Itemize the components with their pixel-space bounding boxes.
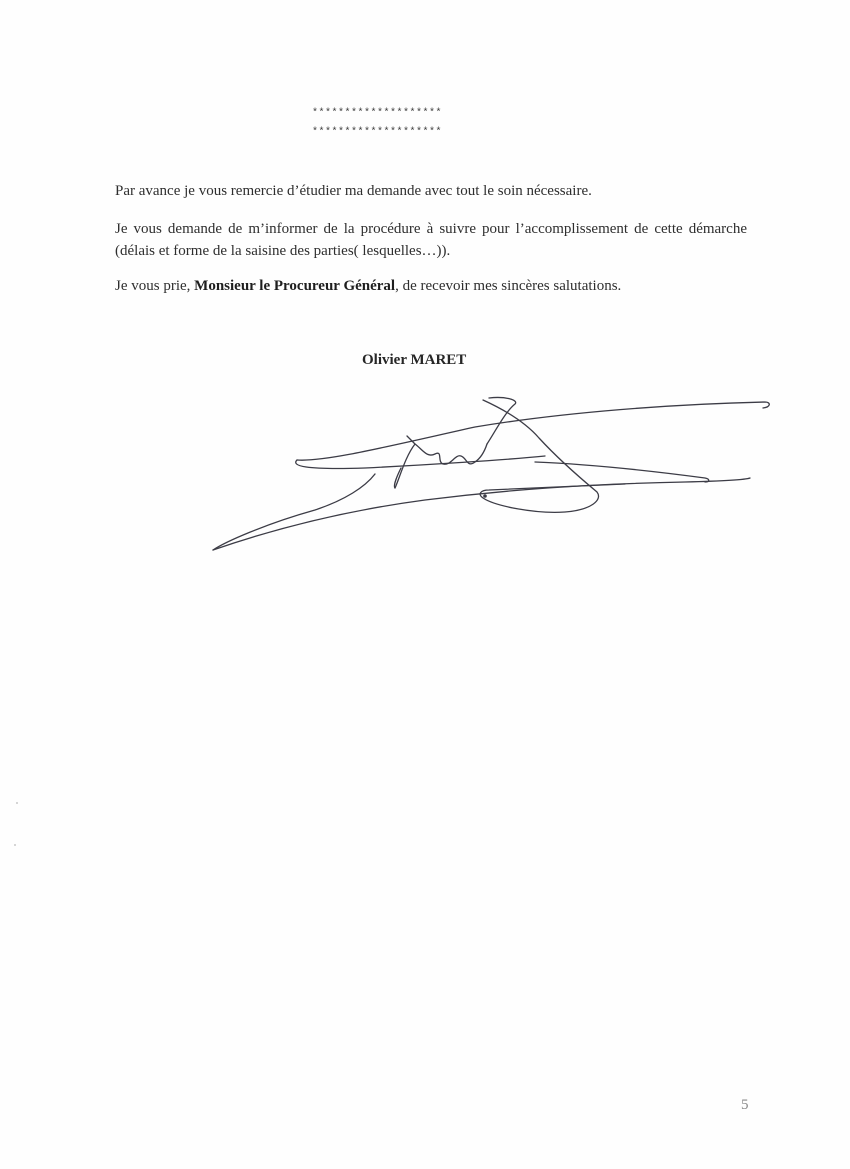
scan-speck [14,844,16,846]
signer-name: Olivier MARET [362,352,467,368]
closing-text-end: , de recevoir mes sincères salutations. [395,278,622,294]
handwritten-signature [205,392,775,557]
paragraph-thanks: Par avance je vous remercie d’étudier ma demande avec tout le soin nécessaire. [115,183,592,199]
scan-speck [16,802,18,804]
asterisk-separator-bottom: ******************** [312,127,443,138]
page-number: 5 [741,1097,749,1113]
asterisk-separator-top: ******************** [312,108,443,119]
paragraph-request: Je vous demande de m’informer de la procédure à suivre pour l’accomplissement de cette démarche (délais et forme de la saisine des parties( lesquelles…)). [115,221,747,259]
closing-text-start: Je vous prie, [115,278,195,294]
closing-addressee: Monsieur le Procureur Général [194,278,396,294]
paragraph-closing [115,275,747,297]
